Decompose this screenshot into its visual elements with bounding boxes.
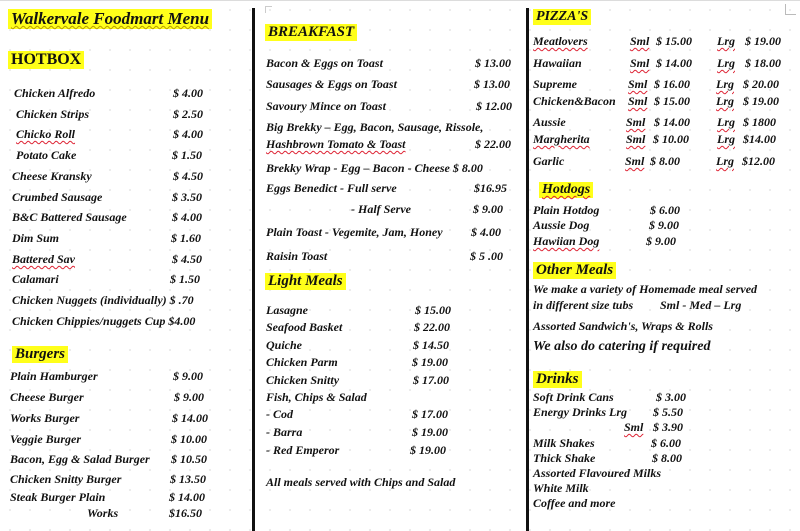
section-heading-burgers: Burgers — [12, 346, 68, 363]
menu-item-name: Crumbed Sausage — [12, 190, 103, 204]
menu-item-name: Plain Hamburger — [10, 369, 98, 383]
menu-item-name: Sausages & Eggs on Toast — [266, 77, 397, 91]
size-label-large: Lrg — [717, 56, 735, 70]
menu-item-price: $ 14.00 — [172, 411, 208, 425]
menu-item-price: $ 2.50 — [173, 107, 203, 121]
menu-item-name: - Half Serve — [351, 202, 411, 216]
menu-item-price: $ 12.00 — [476, 99, 512, 113]
page-top-edge — [0, 0, 800, 4]
menu-item-price: $ 8.00 — [652, 451, 682, 465]
menu-item-name: Cheese Burger — [10, 390, 84, 404]
menu-item-name — [533, 203, 599, 218]
menu-item-name: Chicken Snitty Burger — [10, 472, 122, 486]
size-label-small: Sml — [625, 154, 645, 168]
menu-item-price: $ 13.00 — [475, 56, 511, 70]
pizza-name: Chicken&Bacon — [533, 94, 616, 108]
menu-item-name: Potato Cake — [16, 148, 77, 162]
menu-item-price: $ 1.50 — [172, 148, 202, 162]
menu-item-price: $ 9.00 — [174, 390, 204, 404]
menu-item-price: $ 9.00 — [649, 218, 679, 232]
margin-corner-mark — [785, 4, 796, 15]
menu-item-price: $ 3.50 — [172, 190, 202, 204]
menu-item-name: Soft Drink Cans — [533, 390, 614, 404]
menu-item-name: B&C Battered Sausage — [12, 210, 127, 224]
price-large: $ 20.00 — [743, 77, 779, 91]
catering-note: We also do catering if required — [533, 339, 711, 354]
menu-item-name: Chicken Parm — [266, 355, 338, 369]
menu-item-name: Works Burger — [10, 411, 80, 425]
menu-item-line: Chicken Chippies/nuggets Cup $4.00 — [12, 314, 196, 328]
menu-item-name: Milk Shakes — [533, 436, 595, 450]
menu-item-name — [12, 169, 92, 184]
pizza-name: Hawaiian — [533, 56, 582, 70]
price-large: $14.00 — [743, 132, 776, 146]
menu-item-name: Chicken Alfredo — [14, 86, 96, 100]
menu-item-price: $ 10.50 — [171, 452, 207, 466]
menu-item-price: $ 5 .00 — [470, 249, 503, 263]
section-heading-breakfast: BREAKFAST — [265, 24, 357, 41]
menu-item-price: $ 4.00 — [471, 225, 501, 239]
pizza-name: Supreme — [533, 77, 578, 91]
other-meals-description: in different size tubs — [533, 298, 634, 312]
size-label-large: Lrg — [716, 77, 734, 91]
menu-item-name: Bacon & Eggs on Toast — [266, 56, 383, 70]
section-heading-pizzas: PIZZA'S — [533, 9, 591, 25]
menu-item-price: $ 9.00 — [173, 369, 203, 383]
menu-item-name-text: Plain Hotdog — [533, 203, 600, 217]
menu-item-price: $ 5.50 — [653, 405, 683, 419]
price-small: $ 15.00 — [654, 94, 690, 108]
menu-item-price: $ 19.00 — [412, 425, 448, 439]
size-label-large: Lrg — [716, 94, 734, 108]
other-meals-sandwiches: Assorted Sandwich's, Wraps & Rolls — [533, 319, 713, 333]
menu-item-name: Works — [87, 506, 119, 520]
section-heading-drinks: Drinks — [533, 371, 582, 388]
size-label-small: Sml — [630, 56, 650, 70]
document-title: Walkervale Foodmart Menu — [8, 9, 212, 29]
menu-item-price: $ 19.00 — [410, 443, 446, 457]
section-heading-light-meals: Light Meals — [265, 273, 346, 290]
size-label-small: Sml — [628, 94, 648, 108]
menu-item-name: Veggie Burger — [10, 432, 82, 446]
price-small: $ 14.00 — [656, 56, 692, 70]
menu-item-price: $ 1.50 — [170, 272, 200, 286]
menu-item-name: Seafood Basket — [266, 320, 343, 334]
column-divider — [526, 8, 529, 531]
menu-item-line: Brekky Wrap - Egg – Bacon - Cheese $ 8.00 — [266, 161, 483, 175]
menu-item-name: Thick Shake — [533, 451, 596, 465]
size-label-large: Lrg — [717, 132, 735, 146]
menu-item-line: Assorted Flavoured Milks — [533, 466, 662, 480]
price-small: $ 14.00 — [654, 115, 690, 129]
pizza-name: Meatlovers — [533, 34, 588, 48]
menu-item-line: Fish, Chips & Salad — [266, 390, 367, 404]
menu-item-name: Calamari — [12, 272, 59, 286]
size-label-small: Sml — [626, 132, 646, 146]
size-label-small: Sml — [626, 115, 646, 129]
menu-item-name: Battered Sav — [12, 252, 75, 266]
margin-corner-mark — [265, 6, 272, 13]
price-small: $ 10.00 — [653, 132, 689, 146]
menu-item-name: Dim Sum — [12, 231, 60, 245]
menu-item-line: Coffee and more — [533, 496, 616, 510]
menu-item-name: Hawiian Dog — [533, 234, 600, 248]
menu-item-line: White Milk — [533, 481, 589, 495]
pizza-name: Garlic — [533, 154, 565, 168]
menu-item-price: $ 4.00 — [172, 210, 202, 224]
menu-item-name-text: Cheese Kransky — [12, 169, 92, 183]
menu-item-name: Sml — [624, 420, 644, 434]
size-label-large: Lrg — [717, 34, 735, 48]
menu-item-price: $16.50 — [169, 506, 202, 520]
section-heading-hotbox: HOTBOX — [8, 51, 84, 69]
menu-item-name: - Red Emperor — [266, 443, 340, 457]
price-small: $ 8.00 — [650, 154, 680, 168]
price-small: $ 16.00 — [654, 77, 690, 91]
size-label-large: Lrg — [717, 115, 735, 129]
menu-item-price: $ 4.50 — [173, 169, 203, 183]
menu-item-price: $ 4.50 — [172, 252, 202, 266]
menu-item-price: $ 3.90 — [653, 420, 683, 434]
section-heading-hotdogs: Hotdogs — [539, 182, 593, 198]
menu-item-price: $ 17.00 — [413, 373, 449, 387]
menu-item-line: Chicken Nuggets (individually) $ .70 — [12, 293, 194, 307]
menu-item-price: $ 9.00 — [473, 202, 503, 216]
menu-item-price: $ 6.00 — [650, 203, 680, 217]
menu-item-price: $ 10.00 — [171, 432, 207, 446]
light-meals-note: All meals served with Chips and Salad — [266, 475, 456, 489]
price-large: $ 18.00 — [745, 56, 781, 70]
menu-item-price: $ 19.00 — [412, 355, 448, 369]
size-label-small: Sml — [630, 34, 650, 48]
menu-item-name: - Barra — [266, 425, 303, 439]
menu-item-price: $ 22.00 — [414, 320, 450, 334]
other-meals-description: We make a variety of Homemade meal served — [533, 282, 758, 296]
menu-item-name: Chicken Snitty — [266, 373, 340, 387]
menu-item-price: $ 14.50 — [413, 338, 449, 352]
section-heading-other-meals: Other Meals — [533, 262, 616, 279]
menu-item-price: $ 15.00 — [415, 303, 451, 317]
menu-item-name: Steak Burger Plain — [10, 490, 106, 504]
menu-item-price: $ 4.00 — [173, 86, 203, 100]
menu-item-line: Big Brekky – Egg, Bacon, Sausage, Rissole, — [266, 120, 484, 134]
menu-item-name: Bacon, Egg & Salad Burger — [10, 452, 150, 466]
menu-item-name: Chicken Strips — [16, 107, 90, 121]
price-large: $ 19.00 — [745, 34, 781, 48]
menu-item-name: - Cod — [266, 407, 293, 421]
menu-item-price: $ 13.00 — [474, 77, 510, 91]
size-label-large: Lrg — [716, 154, 734, 168]
menu-item-price: $ 17.00 — [412, 407, 448, 421]
menu-item-name: Hashbrown Tomato & Toast — [266, 137, 406, 151]
other-meals-sizes: Sml - Med – Lrg — [660, 298, 742, 312]
menu-item-name: Plain Toast - Vegemite, Jam, Honey — [266, 225, 443, 239]
price-large: $ 1800 — [743, 115, 776, 129]
menu-item-price: $ 6.00 — [651, 436, 681, 450]
menu-item-name: Lasagne — [266, 303, 308, 317]
menu-item-price: $ 9.00 — [646, 234, 676, 248]
menu-item-price: $16.95 — [474, 181, 507, 195]
column-divider — [252, 8, 255, 531]
menu-item-name: Chicko Roll — [16, 127, 76, 141]
menu-item-price: $ 3.00 — [656, 390, 686, 404]
menu-item-name: Quiche — [266, 338, 302, 352]
price-large: $12.00 — [742, 154, 775, 168]
price-small: $ 15.00 — [656, 34, 692, 48]
price-large: $ 19.00 — [743, 94, 779, 108]
menu-item-price: $ 14.00 — [169, 490, 205, 504]
menu-item-name: Raisin Toast — [266, 249, 328, 263]
menu-item-price: $ 13.50 — [170, 472, 206, 486]
pizza-name: Margherita — [533, 132, 590, 146]
menu-item-name: Aussie Dog — [533, 218, 590, 232]
menu-item-price: $ 22.00 — [475, 137, 511, 151]
size-label-small: Sml — [628, 77, 648, 91]
menu-item-price: $ 1.60 — [171, 231, 201, 245]
pizza-name: Aussie — [533, 115, 566, 129]
menu-item-name: Eggs Benedict - Full serve — [266, 181, 397, 195]
menu-item-price: $ 4.00 — [173, 127, 203, 141]
menu-item-name: Savoury Mince on Toast — [266, 99, 386, 113]
menu-item-name: Energy Drinks Lrg — [533, 405, 628, 419]
